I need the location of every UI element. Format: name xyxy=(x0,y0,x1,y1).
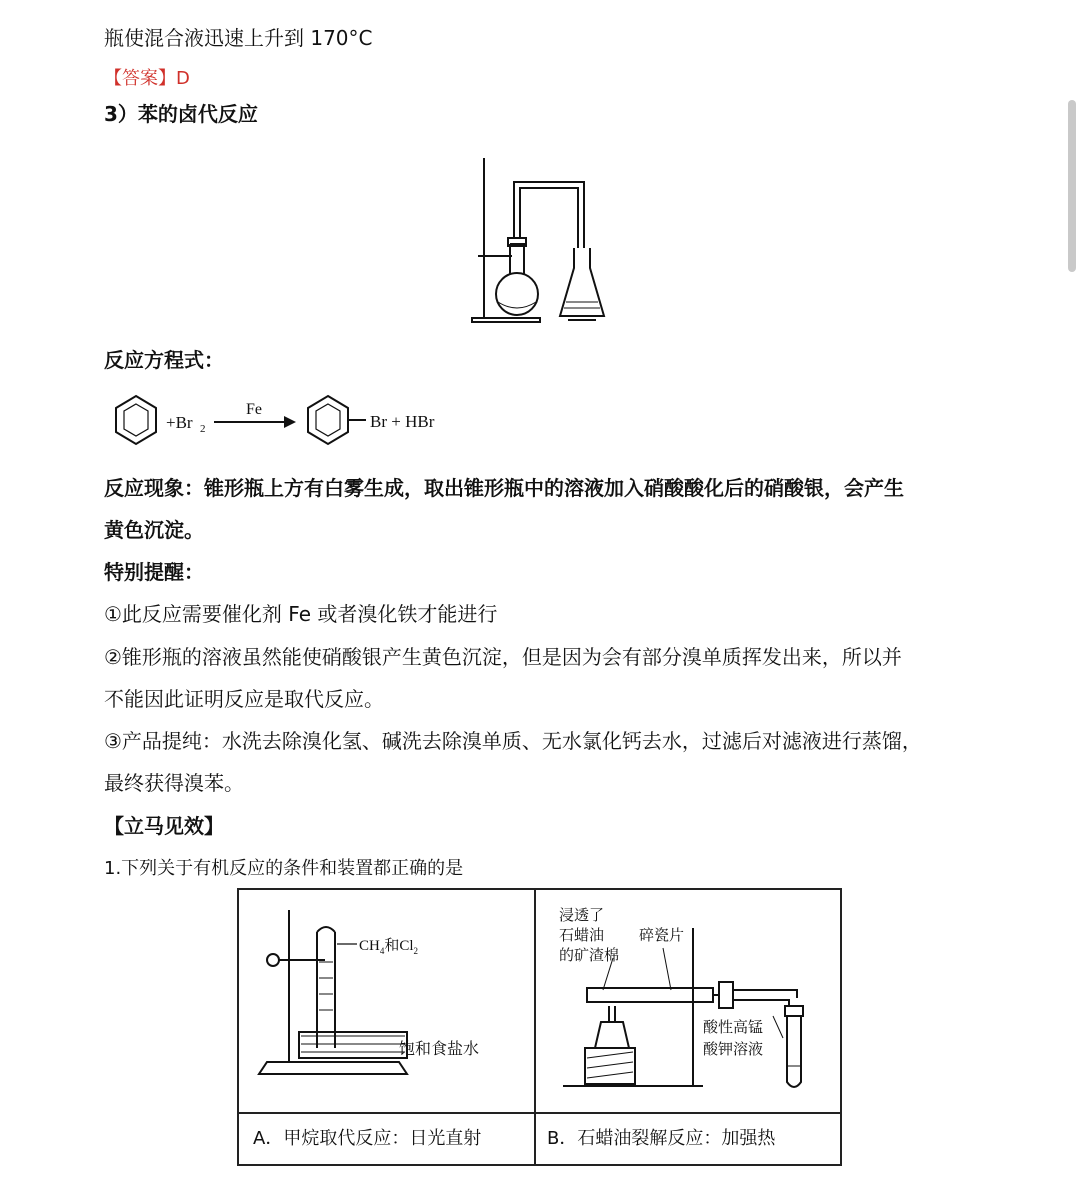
methane-substitution-apparatus xyxy=(249,902,529,1102)
continued-text-line: 瓶使混合液迅速上升到 170°C xyxy=(104,26,373,50)
note-line: ①此反应需要催化剂 Fe 或者溴化铁才能进行 xyxy=(104,602,498,626)
option-b-caption: B．石蜡油裂解反应：加强热 xyxy=(547,1128,776,1149)
phenomenon-line: 反应现象：锥形瓶上方有白雾生成，取出锥形瓶中的溶液加入硝酸酸化后的硝酸银，会产生 xyxy=(104,476,904,500)
permanganate-label: 酸性高锰 xyxy=(703,1020,764,1036)
note-line: 不能因此证明反应是取代反应。 xyxy=(104,687,384,711)
note-line: ③产品提纯：水洗去除溴化氢、碱洗去除溴单质、无水氯化钙去水，过滤后对滤液进行蒸馏， xyxy=(104,729,922,753)
permanganate-label: 酸钾溶液 xyxy=(703,1042,764,1058)
gas-label: $CH_4$和$Cl_2$ xyxy=(359,938,419,956)
equation-label: 反应方程式： xyxy=(104,348,224,372)
phenomenon-line: 黄色沉淀。 xyxy=(104,518,204,542)
soaked-cotton-label: 浸透了 xyxy=(559,908,605,924)
answer-line: 【答案】D xyxy=(104,68,190,89)
paraffin-cracking-apparatus xyxy=(543,898,839,1102)
note-line: ②锥形瓶的溶液虽然能使硝酸银产生黄色沉淀，但是因为会有部分溴单质挥发出来，所以并 xyxy=(104,645,902,669)
bromination-equation xyxy=(108,392,448,450)
benzene-ring-icon xyxy=(116,396,156,444)
saturated-brine-label: 饱和食盐水 xyxy=(399,1041,480,1058)
option-table xyxy=(237,888,842,1166)
product-label: Br + HBr xyxy=(370,412,435,431)
catalyst-label: Fe xyxy=(246,401,262,418)
question-text: 1.下列关于有机反应的条件和装置都正确的是 xyxy=(104,858,464,879)
reagent-bromine: +Br xyxy=(166,413,193,432)
porcelain-chips-label: 碎瓷片 xyxy=(639,928,685,944)
benzene-ring-icon xyxy=(308,396,348,444)
vertical-scrollbar[interactable] xyxy=(1068,100,1076,272)
bromination-apparatus-figure xyxy=(468,152,610,326)
reagent-subscript: 2 xyxy=(200,423,206,435)
section-title: 3）苯的卤代反应 xyxy=(104,102,258,126)
soaked-cotton-label: 的矿渣棉 xyxy=(559,948,620,964)
practice-label: 【立马见效】 xyxy=(104,814,224,838)
note-line: 最终获得溴苯。 xyxy=(104,771,244,795)
reminder-label: 特别提醒： xyxy=(104,560,204,584)
option-a-caption: A．甲烷取代反应：日光直射 xyxy=(253,1128,482,1149)
soaked-cotton-label: 石蜡油 xyxy=(559,928,605,944)
